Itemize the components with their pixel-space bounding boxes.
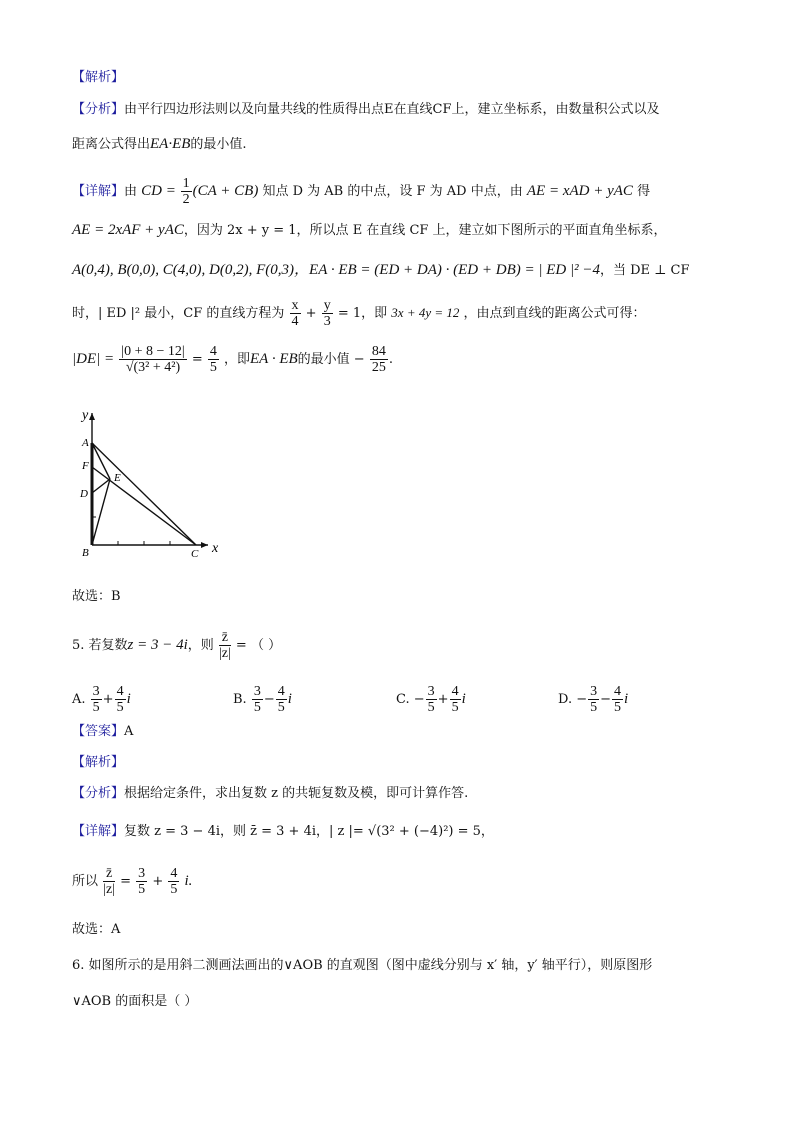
q5-suoyi: 所以 $\frac{z̄}{|z|}$ = $\frac{3}{5}$ + $\frac{4}{5}$ i. [72,866,193,897]
analysis-tag: 【解析】 [72,70,125,85]
q5-stem: 5. 若复数z = 3 − 4i，则 $\frac{z̄}{|z|}$ = （ ） [72,630,282,661]
label-a: A [82,437,89,449]
fenxi-line-1: 【分析】由平行四边形法则以及向量共线的性质得出点E在直线CF上，建立坐标系，由数量积公式以及 [72,102,660,117]
q6-line-1: 6. 如图所示的是用斜二测画法画出的∨AOB 的直观图（图中虚线分别与 x′ 轴，y′ 轴平行），则原图形 [72,958,653,973]
label-y: y [82,408,89,423]
xiangjie-line-2: AE = 2xAF + yAC，因为 2x + y = 1，所以点 E 在直线 CF 上，建立如下图所示的平面直角坐标系， [72,222,667,238]
label-d: D [80,488,88,500]
label-e: E [114,472,121,484]
xiangjie-line-5: |DE| = $\frac{|0 + 8 - 12|}{\text{√(3² + 4²)}}$ = $\frac{4}{5}$ ，即EA · EB的最小值 − $\frac{84}{25}$ . [72,344,393,375]
xiangjie-line-1: 【详解】由 CD = $\frac{1}{2}$ (CA + CB) 知点 D 为 AB 的中点，设 F 为 AD 中点，由 AE = xAD + yAC 得 [72,176,651,207]
label-b: B [82,547,89,559]
q5-analysis-tag: 【解析】 [72,755,125,770]
option-b[interactable]: B. $\frac{3}{5}$ − $\frac{4}{5}$ i [233,684,292,715]
option-a[interactable]: A. $\frac{3}{5}$ + $\frac{4}{5}$ i [72,684,131,715]
q5-fenxi: 【分析】根据给定条件，求出复数 z 的共轭复数及模，即可计算作答. [72,786,469,801]
xiangjie-line-3: A(0,4), B(0,0), C(4,0), D(0,2), F(0,3)，EA · EB = (ED + DA) · (ED + DB) = | ED |² −4，当 DE ⊥ CF [72,262,690,278]
label-x: x [212,541,219,556]
q6-line-2: ∨AOB 的面积是（ ） [72,994,198,1009]
q5-choice: 故选：A [72,922,121,937]
option-c[interactable]: C. − $\frac{3}{5}$ + $\frac{4}{5}$ i [396,684,466,715]
q5-answer: 【答案】A [72,724,134,739]
fraction: $\frac{1}{2}$ [182,176,190,207]
choice-b: 故选：B [72,589,121,604]
label-c: C [191,548,199,560]
option-d[interactable]: D. − $\frac{3}{5}$ − $\frac{4}{5}$ i [558,684,629,715]
q5-xiangjie: 【详解】复数 z = 3 − 4i，则 z̄ = 3 + 4i，| z |= √(3² + (−4)²) = 5， [72,824,494,839]
coordinate-figure [70,405,240,570]
fenxi-line-2: 距离公式得出EA·EB的最小值. [72,136,247,152]
label-f: F [82,460,89,472]
xiangjie-line-4: 时，| ED |² 最小，CF 的直线方程为 $\frac{x}{4}$ + $\frac{y}{3}$ = 1，即 3x + 4y = 12 ，由点到直线的距离公式可得： [72,298,646,329]
